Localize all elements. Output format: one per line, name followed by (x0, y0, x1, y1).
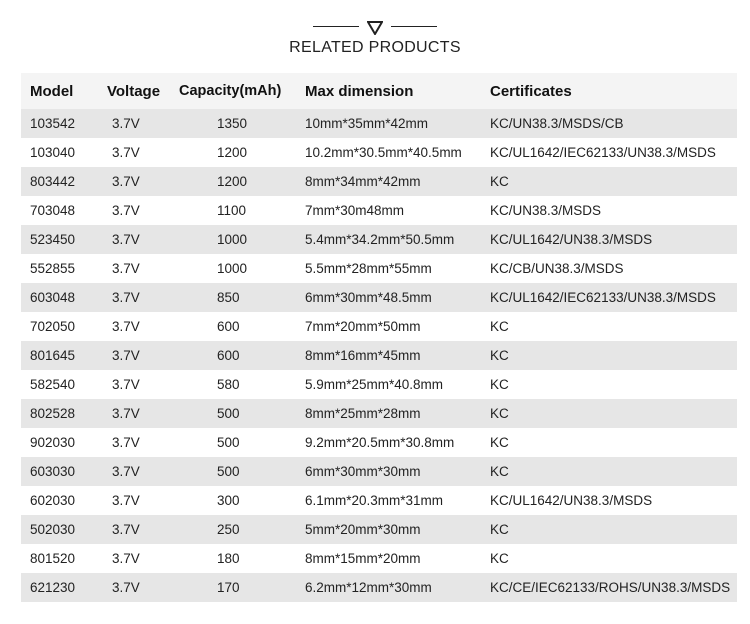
cell-voltage: 3.7V (107, 457, 179, 486)
cell-capacity: 1000 (179, 254, 305, 283)
cell-voltage: 3.7V (107, 486, 179, 515)
cell-max-dimension: 5mm*20mm*30mm (305, 515, 490, 544)
column-header-max-dimension: Max dimension (305, 73, 490, 109)
table-row (21, 167, 737, 196)
cell-voltage: 3.7V (107, 399, 179, 428)
cell-max-dimension: 8mm*25mm*28mm (305, 399, 490, 428)
table-row (21, 109, 737, 138)
cell-capacity: 1200 (179, 138, 305, 167)
title-ornament (0, 18, 750, 36)
cell-certificates: KC/UL1642/UN38.3/MSDS (490, 225, 737, 254)
cell-certificates: KC/UL1642/IEC62133/UN38.3/MSDS (490, 138, 737, 167)
table-row (21, 283, 737, 312)
cell-voltage: 3.7V (107, 138, 179, 167)
cell-capacity: 1350 (179, 109, 305, 138)
cell-max-dimension: 6mm*30mm*30mm (305, 457, 490, 486)
cell-voltage: 3.7V (107, 312, 179, 341)
cell-max-dimension: 6.2mm*12mm*30mm (305, 573, 490, 602)
table-row (21, 457, 737, 486)
cell-model: 603048 (21, 283, 107, 312)
products-table-container (21, 73, 731, 602)
cell-capacity: 500 (179, 457, 305, 486)
cell-capacity: 1100 (179, 196, 305, 225)
table-row (21, 254, 737, 283)
cell-voltage: 3.7V (107, 167, 179, 196)
cell-max-dimension: 5.5mm*28mm*55mm (305, 254, 490, 283)
table-row (21, 312, 737, 341)
cell-capacity: 500 (179, 399, 305, 428)
ornament-line-left (313, 26, 359, 27)
cell-model: 582540 (21, 370, 107, 399)
cell-certificates: KC (490, 370, 737, 399)
cell-capacity: 500 (179, 428, 305, 457)
cell-certificates: KC (490, 167, 737, 196)
cell-capacity: 170 (179, 573, 305, 602)
triangle-down-icon (367, 21, 383, 35)
cell-max-dimension: 8mm*16mm*45mm (305, 341, 490, 370)
cell-certificates: KC/UN38.3/MSDS/CB (490, 109, 737, 138)
table-row (21, 573, 737, 602)
cell-model: 702050 (21, 312, 107, 341)
cell-certificates: KC (490, 399, 737, 428)
table-body (21, 109, 737, 602)
cell-model: 802528 (21, 399, 107, 428)
cell-max-dimension: 8mm*15mm*20mm (305, 544, 490, 573)
section-header (0, 18, 750, 57)
cell-model: 552855 (21, 254, 107, 283)
cell-max-dimension: 6.1mm*20.3mm*31mm (305, 486, 490, 515)
cell-certificates: KC (490, 428, 737, 457)
cell-max-dimension: 5.9mm*25mm*40.8mm (305, 370, 490, 399)
column-header-model: Model (21, 73, 107, 109)
cell-certificates: KC/UL1642/UN38.3/MSDS (490, 486, 737, 515)
table-row (21, 196, 737, 225)
table-header-row (21, 73, 737, 109)
table-row (21, 370, 737, 399)
cell-max-dimension: 7mm*30m48mm (305, 196, 490, 225)
cell-model: 523450 (21, 225, 107, 254)
cell-voltage: 3.7V (107, 573, 179, 602)
cell-certificates: KC (490, 457, 737, 486)
cell-capacity: 300 (179, 486, 305, 515)
cell-certificates: KC (490, 515, 737, 544)
cell-capacity: 580 (179, 370, 305, 399)
table-row (21, 341, 737, 370)
column-header-voltage: Voltage (107, 73, 179, 109)
cell-voltage: 3.7V (107, 428, 179, 457)
cell-max-dimension: 10.2mm*30.5mm*40.5mm (305, 138, 490, 167)
cell-capacity: 1200 (179, 167, 305, 196)
cell-certificates: KC/CB/UN38.3/MSDS (490, 254, 737, 283)
cell-capacity: 600 (179, 312, 305, 341)
cell-voltage: 3.7V (107, 109, 179, 138)
cell-certificates: KC (490, 544, 737, 573)
cell-voltage: 3.7V (107, 370, 179, 399)
cell-voltage: 3.7V (107, 515, 179, 544)
table-row (21, 544, 737, 573)
cell-model: 603030 (21, 457, 107, 486)
cell-model: 803442 (21, 167, 107, 196)
cell-certificates: KC (490, 341, 737, 370)
cell-certificates: KC (490, 312, 737, 341)
cell-model: 602030 (21, 486, 107, 515)
cell-model: 621230 (21, 573, 107, 602)
cell-model: 801645 (21, 341, 107, 370)
cell-voltage: 3.7V (107, 283, 179, 312)
table-row (21, 428, 737, 457)
ornament-line-right (391, 26, 437, 27)
cell-capacity: 1000 (179, 225, 305, 254)
column-header-capacity: Capacity(mAh) (179, 73, 305, 109)
cell-model: 103542 (21, 109, 107, 138)
cell-capacity: 180 (179, 544, 305, 573)
cell-max-dimension: 7mm*20mm*50mm (305, 312, 490, 341)
cell-max-dimension: 5.4mm*34.2mm*50.5mm (305, 225, 490, 254)
cell-certificates: KC/UL1642/IEC62133/UN38.3/MSDS (490, 283, 737, 312)
cell-voltage: 3.7V (107, 196, 179, 225)
cell-max-dimension: 10mm*35mm*42mm (305, 109, 490, 138)
products-table (21, 73, 737, 602)
cell-certificates: KC/CE/IEC62133/ROHS/UN38.3/MSDS (490, 573, 737, 602)
cell-max-dimension: 8mm*34mm*42mm (305, 167, 490, 196)
table-row (21, 515, 737, 544)
cell-voltage: 3.7V (107, 341, 179, 370)
cell-certificates: KC/UN38.3/MSDS (490, 196, 737, 225)
cell-model: 801520 (21, 544, 107, 573)
table-row (21, 138, 737, 167)
cell-voltage: 3.7V (107, 254, 179, 283)
table-row (21, 486, 737, 515)
cell-capacity: 600 (179, 341, 305, 370)
cell-capacity: 850 (179, 283, 305, 312)
cell-max-dimension: 9.2mm*20.5mm*30.8mm (305, 428, 490, 457)
column-header-certificates: Certificates (490, 73, 737, 109)
page-title: RELATED PRODUCTS (289, 39, 461, 56)
table-row (21, 399, 737, 428)
cell-voltage: 3.7V (107, 544, 179, 573)
cell-model: 502030 (21, 515, 107, 544)
cell-max-dimension: 6mm*30mm*48.5mm (305, 283, 490, 312)
cell-voltage: 3.7V (107, 225, 179, 254)
cell-model: 703048 (21, 196, 107, 225)
cell-model: 902030 (21, 428, 107, 457)
cell-capacity: 250 (179, 515, 305, 544)
table-row (21, 225, 737, 254)
cell-model: 103040 (21, 138, 107, 167)
